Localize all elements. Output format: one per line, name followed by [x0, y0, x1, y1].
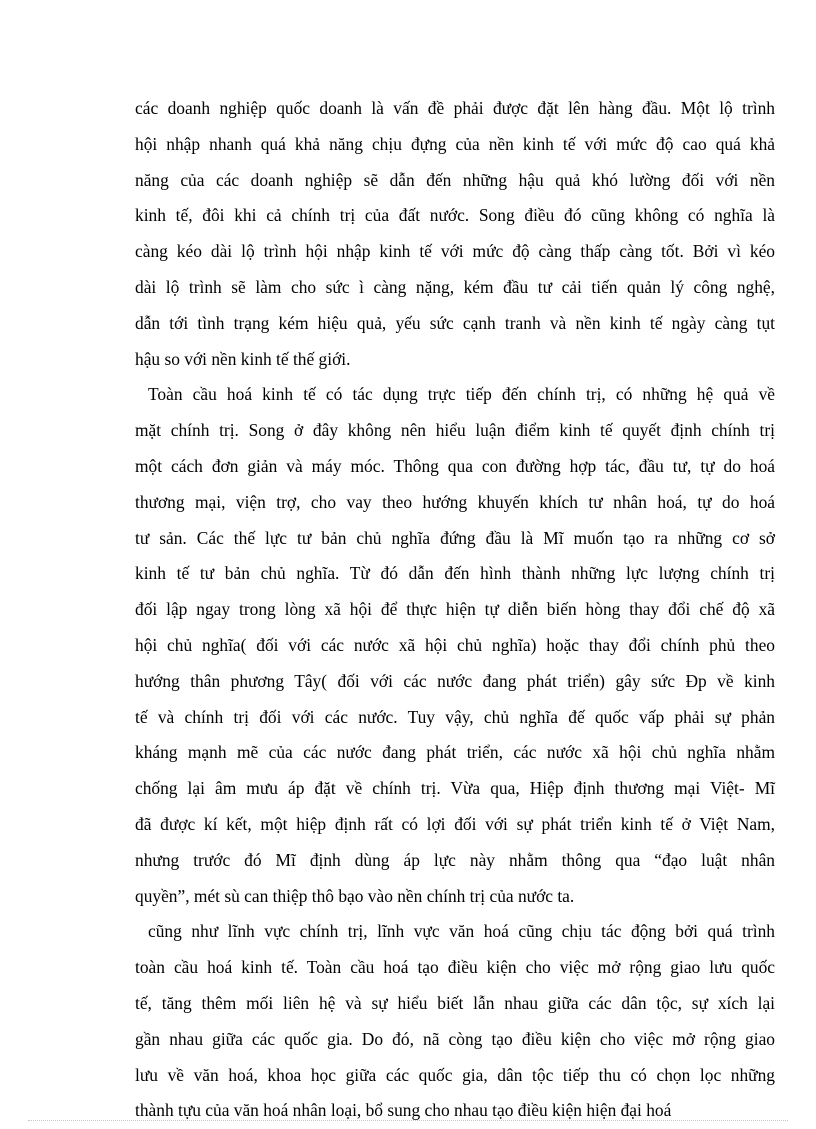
text-line: mặt chính trị. Song ở đây không nên hiểu luận điểm kinh tế quyết định chính trị: [135, 420, 775, 441]
text-line: một cách đơn giản và máy móc. Thông qua con đường hợp tác, đầu tư, tự do hoá: [135, 455, 775, 476]
text-line: thành tựu của văn hoá nhân loại, bổ sung cho nhau tạo điều kiện hiện đại hoá: [135, 1100, 672, 1121]
text-line: lưu về văn hoá, khoa học giữa các quốc gia, dân tộc tiếp thu có chọn lọc những: [135, 1064, 775, 1085]
text-line: gần nhau giữa các quốc gia. Do đó, nã còng tạo điều kiện cho việc mở rộng giao: [135, 1028, 775, 1049]
text-line: toàn cầu hoá kinh tế. Toàn cầu hoá tạo điều kiện cho việc mở rộng giao lưu quốc: [135, 957, 775, 978]
text-line: Toàn cầu hoá kinh tế có tác dụng trực tiếp đến chính trị, có những hệ quả về: [148, 384, 775, 405]
text-line: tư sản. Các thế lực tư bản chủ nghĩa đứng đầu là Mĩ muốn tạo ra những cơ sở: [135, 527, 775, 548]
paragraph-politics: [135, 377, 775, 914]
text-line: chống lại âm mưu áp đặt về chính trị. Vừa qua, Hiệp định thương mại Việt- Mĩ: [135, 778, 775, 799]
text-line: dài lộ trình sẽ làm cho sức ì càng nặng, kém đầu tư cải tiến quản lý công nghệ,: [135, 276, 775, 297]
paragraph-economic-integration: [135, 91, 775, 377]
text-line: tế, tăng thêm mối liên hệ và sự hiểu biết lẫn nhau giữa các dân tộc, sự xích lại: [135, 992, 775, 1013]
body-text: [135, 91, 775, 1129]
text-line: kinh tế tư bản chủ nghĩa. Từ đó dẫn đến hình thành những lực lượng chính trị: [135, 563, 775, 584]
paragraph-culture: [135, 914, 775, 1129]
text-line: đã được kí kết, một hiệp định rất có lợi đối với sự phát triển kinh tế ở Việt Nam,: [135, 813, 775, 834]
text-line: tế và chính trị đối với các nước. Tuy vậy, chủ nghĩa đế quốc vấp phải sự phản: [135, 706, 775, 727]
text-line: hậu so với nền kinh tế thế giới.: [135, 348, 351, 369]
text-line: hội nhập nhanh quá khả năng chịu đựng của nền kinh tế với mức độ cao quá khả: [135, 133, 775, 154]
text-line: hội chủ nghĩa( đối với các nước xã hội chủ nghĩa) hoặc thay đổi chính phủ theo: [135, 634, 775, 655]
text-line: quyền”, mét sù can thiệp thô bạo vào nền chính trị của nước ta.: [135, 885, 575, 906]
text-line: dẫn tới tình trạng kém hiệu quả, yếu sức cạnh tranh và nền kinh tế ngày càng tụt: [135, 312, 775, 333]
text-line: càng kéo dài lộ trình hội nhập kinh tế với mức độ càng thấp càng tốt. Bởi vì kéo: [135, 241, 775, 262]
page-bottom-rule: [28, 1120, 788, 1121]
text-line: các doanh nghiệp quốc doanh là vấn đề phải được đặt lên hàng đầu. Một lộ trình: [135, 98, 775, 118]
text-line: kinh tế, đôi khi cả chính trị của đất nước. Song điều đó cũng không có nghĩa là: [135, 205, 775, 226]
text-line: đối lập ngay trong lòng xã hội để thực hiện tự diễn biến hòng thay đổi chế độ xã: [135, 599, 775, 620]
text-line: kháng mạnh mẽ của các nước đang phát triển, các nước xã hội chủ nghĩa nhằm: [135, 742, 775, 763]
text-line: cũng như lĩnh vực chính trị, lĩnh vực văn hoá cũng chịu tác động bởi quá trình: [148, 921, 775, 942]
text-line: năng của các doanh nghiệp sẽ dẫn đến những hậu quả khó lường đối với nền: [135, 169, 775, 190]
text-line: nhưng trước đó Mĩ định dùng áp lực này nhằm thông qua “đạo luật nhân: [135, 849, 775, 870]
text-line: hướng thân phương Tây( đối với các nước đang phát triển) gây sức Ðp về kinh: [135, 670, 775, 691]
text-line: thương mại, viện trợ, cho vay theo hướng khuyến khích tư nhân hoá, tự do hoá: [135, 491, 775, 512]
